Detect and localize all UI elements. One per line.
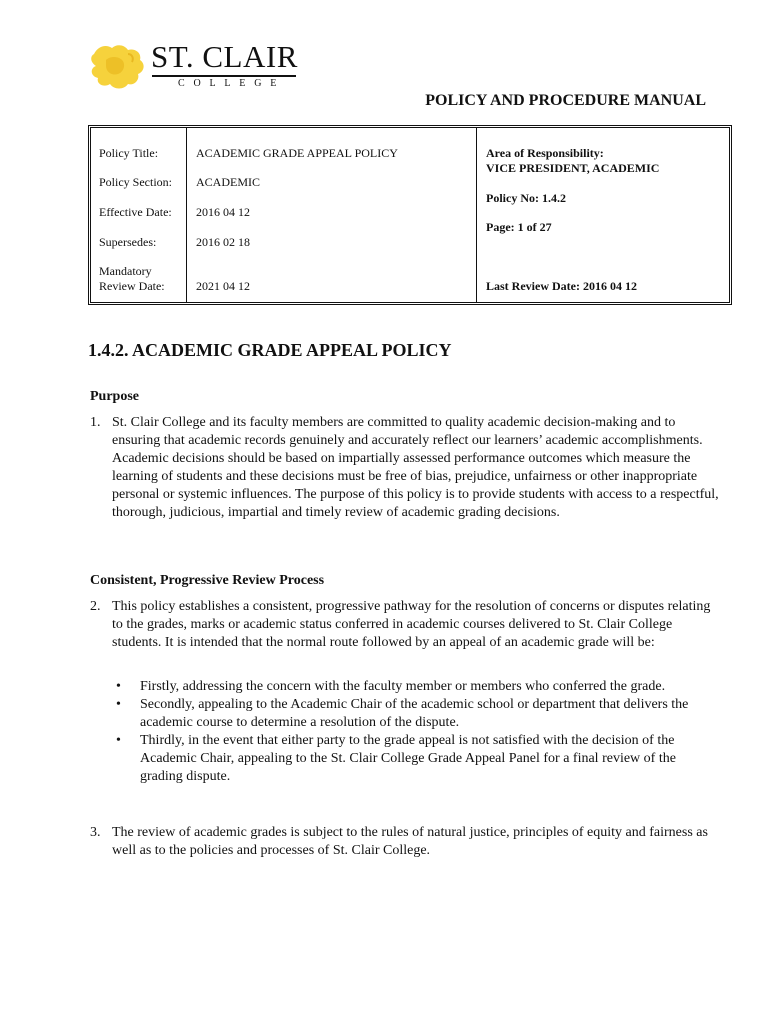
paragraph-number: 2. [90, 599, 101, 614]
paragraph-3 [90, 824, 720, 860]
bullet-icon: • [116, 697, 121, 712]
column-divider [476, 128, 477, 302]
policy-title-label: Policy Title: [99, 146, 159, 160]
list-item [112, 696, 712, 732]
area-of-responsibility-label: Area of Responsibility: [486, 146, 604, 160]
mandatory-review-value: 2021 04 12 [196, 279, 250, 293]
policy-info-table [88, 125, 732, 305]
list-item-text: Secondly, appealing to the Academic Chair of the academic school or department that delivers the academic course to determine a resolution of the dispute. [140, 697, 689, 730]
paragraph-number: 3. [90, 825, 101, 840]
supersedes-label: Supersedes: [99, 235, 157, 249]
mandatory-review-label: Mandatory [99, 264, 152, 278]
page-number: Page: 1 of 27 [486, 220, 552, 234]
policy-section-value: ACADEMIC [196, 175, 261, 189]
paragraph-number: 1. [90, 415, 101, 430]
list-item-text: Thirdly, in the event that either party to the grade appeal is not satisfied with the decision of the Academic Chair, appealing to the St. Clair College Grade Appeal Panel for a final review of the grading dispute. [140, 733, 676, 784]
section-heading-review-process: Consistent, Progressive Review Process [90, 573, 325, 588]
appeal-steps-list [112, 678, 712, 786]
last-review-date: Last Review Date: 2016 04 12 [486, 279, 637, 293]
document-heading: 1.4.2. ACADEMIC GRADE APPEAL POLICY [88, 340, 452, 360]
list-item-text: Firstly, addressing the concern with the faculty member or members who conferred the grade. [140, 679, 666, 694]
column-divider [186, 128, 187, 302]
college-subtitle: COLLEGE [178, 78, 286, 89]
bullet-icon: • [116, 679, 121, 694]
mandatory-review-label-cont: Review Date: [99, 279, 165, 293]
logo-divider [152, 75, 296, 77]
area-of-responsibility-value: VICE PRESIDENT, ACADEMIC [486, 161, 660, 175]
paragraph-1 [90, 414, 720, 522]
policy-title-value: ACADEMIC GRADE APPEAL POLICY [196, 146, 398, 160]
bullet-icon: • [116, 733, 121, 748]
paragraph-text: This policy establishes a consistent, progressive pathway for the resolution of concerns or disputes relating to the grades, marks or academic status conferred in academic courses delivered to St. Clair College students. It is intended that the normal route followed by an appeal of an academic grade will be: [112, 599, 711, 650]
list-item [112, 732, 712, 786]
college-name: ST. CLAIR [151, 39, 298, 74]
policy-number: Policy No: 1.4.2 [486, 191, 566, 205]
paragraph-text: St. Clair College and its faculty members are committed to quality academic decision-making and to ensuring that academic records genuinely and accurately reflect our learners’ academic accomplishments. Academic decisions should be based on impartially assessed performance outcomes which measure the learning of students and these decisions must be free of bias, prejudice, unfairness or other inappropriate personal or systemic influences. The purpose of this policy is to provide students with access to a respectful, thorough, judicious, impartial and timely review of academic grading decisions. [112, 415, 719, 520]
list-item [112, 678, 712, 696]
manual-title: POLICY AND PROCEDURE MANUAL [425, 92, 706, 109]
effective-date-label: Effective Date: [99, 205, 172, 219]
shield-crest-icon [88, 42, 148, 92]
paragraph-text: The review of academic grades is subject to the rules of natural justice, principles of equity and fairness as well as to the policies and processes of St. Clair College. [112, 825, 708, 858]
paragraph-2 [90, 598, 720, 652]
effective-date-value: 2016 04 12 [196, 205, 250, 219]
section-heading-purpose: Purpose [90, 389, 139, 404]
policy-section-label: Policy Section: [99, 175, 172, 189]
supersedes-value: 2016 02 18 [196, 235, 250, 249]
